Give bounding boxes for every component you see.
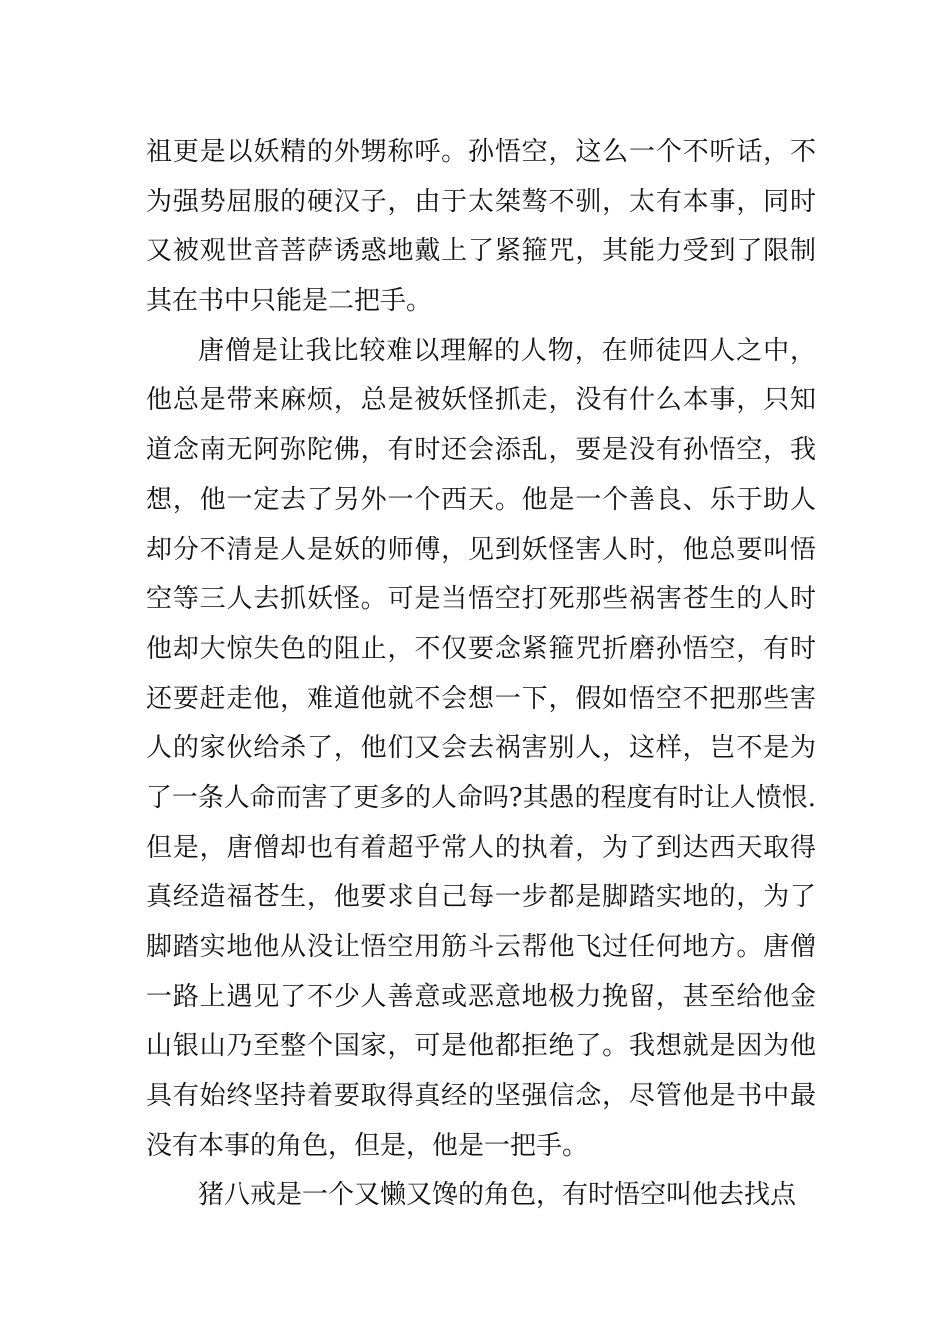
text-line: 脚踏实地他从没让悟空用筋斗云帮他飞过任何地方。唐僧 [146,932,816,962]
text-line: 空等三人去抓妖怪。可是当悟空打死那些祸害苍生的人时 [146,584,816,615]
text-line: 真经造福苍生，他要求自己每一步都是脚踏实地的，为了 [146,882,816,913]
text-line: 却分不清是人是妖的师傅，见到妖怪害人时，他总要叫悟 [146,534,816,565]
text-line: 祖更是以妖精的外甥称呼。孙悟空，这么一个不听话，不 [146,137,816,167]
text-line: 他却大惊失色的阻止，不仅要念紧箍咒折磨孙悟空，有时 [146,633,816,664]
text-line: 但是，唐僧却也有着超乎常人的执着，为了到达西天取得 [146,832,816,863]
text-line: 人的家伙给杀了，他们又会去祸害别人，这样，岂不是为 [146,733,816,764]
text-line: 没有本事的角色，但是，他是一把手。 [146,1130,589,1161]
text-line: 还要赶走他，难道他就不会想一下，假如悟空不把那些害 [146,683,816,714]
body-text [146,128,816,1221]
text-line: 具有始终坚持着要取得真经的坚强信念，尽管他是书中最 [146,1081,816,1112]
text-line: 其在书中只能是二把手。 [146,286,433,317]
paragraph-start-line: 唐僧是让我比较难以理解的人物，在师徒四人之中， [198,335,816,366]
text-line: 想，他一定去了另外一个西天。他是一个善良、乐于助人 [146,484,816,515]
text-line: 为强势屈服的硬汉子，由于太桀骜不驯，太有本事，同时 [146,186,816,217]
text-line: 山银山乃至整个国家，可是他都拒绝了。我想就是因为他 [146,1031,816,1062]
text-line: 一路上遇见了不少人善意或恶意地极力挽留，甚至给他金 [146,981,816,1012]
text-line: 他总是带来麻烦，总是被妖怪抓走，没有什么本事，只知 [146,385,816,416]
paragraph-start-line: 猪八戒是一个又懒又馋的角色，有时悟空叫他去找点 [198,1180,797,1211]
text-line: 道念南无阿弥陀佛，有时还会添乱，要是没有孙悟空，我 [146,435,816,466]
text-line: 又被观世音菩萨诱惑地戴上了紧箍咒，其能力受到了限制 [146,236,816,267]
text-line: 了一条人命而害了更多的人命吗?其愚的程度有时让人愤恨. [146,782,816,813]
